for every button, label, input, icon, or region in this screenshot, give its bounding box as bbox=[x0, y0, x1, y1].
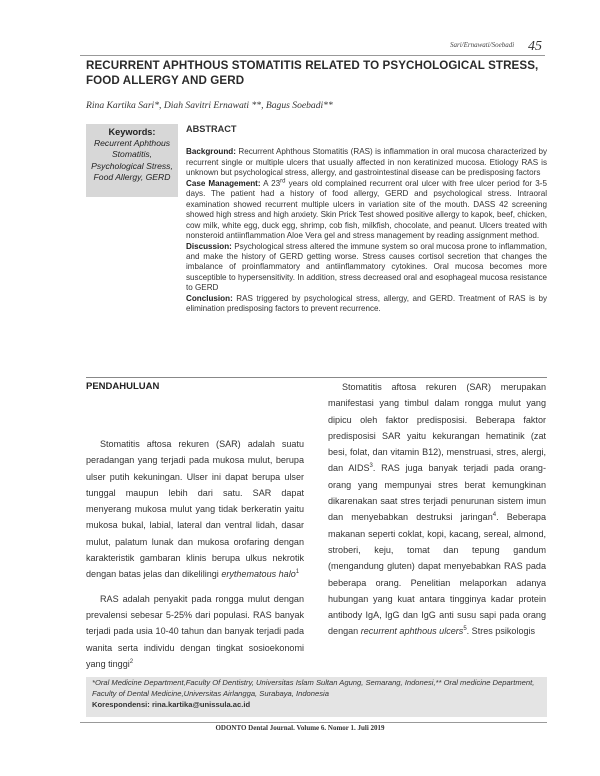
para-text: . Stres psikologis bbox=[466, 626, 536, 637]
discussion-text: Psychological stress altered the immune system so oral mucosa prone to inflammation, and make the history of GERD getting worse. Stress causes cortisol secretion that changes the imbalance of proinflammatory and antiinflammatory cytokines. Oral mucosa becomes more susceptible to hypersensitivity. In addition, stress decreased oral and esophageal mucosa resistance to GERD bbox=[186, 241, 547, 293]
paragraph bbox=[86, 591, 304, 672]
background-text: Recurrent Aphthous Stomatitis (RAS) is inflammation in oral mucosa characterized by recurrent single or multiple ulcers that usually affected in non keratinized mucosa. Etiology RAS is unknown but psychological stress, allergy, and gastrointestinal disease can be predisposing factors bbox=[186, 147, 548, 178]
article-title: RECURRENT APHTHOUS STOMATITIS RELATED TO PSYCHOLOGICAL STRESS, FOOD ALLERGY AND GERD bbox=[86, 59, 539, 87]
footer-rule bbox=[80, 722, 547, 723]
citation: 4 bbox=[492, 512, 497, 519]
body-column-left bbox=[86, 436, 304, 672]
citation: 5 bbox=[463, 626, 467, 633]
case-pre: A 23 bbox=[263, 178, 281, 188]
abstract-heading: ABSTRACT bbox=[186, 124, 237, 134]
authors: Rina Kartika Sari*, Diah Savitri Ernawati **, Bagus Soebadi** bbox=[86, 100, 333, 111]
citation: 3 bbox=[369, 463, 373, 470]
case-sup: rd bbox=[280, 178, 286, 185]
para-text: Stomatitis aftosa rekuren (SAR) adalah suatu peradangan yang terjadi pada mukosa mulut, berupa ulser putih kekuningan. Ulser ini dapat berupa ulser tunggal maupun lebih dari satu. SAR dapat menyerang mukosa mulut yang tidak berkeratin yaitu mukosa bukal, labial, lateral dan ventral lidah, dasar mulut, palatum lunak dan mukosa orofaring dengan karakteristik gambaran klinis berupa ulkus nekrotik dengan batas jelas dan dikelilingi bbox=[86, 439, 304, 580]
abstract-case bbox=[186, 179, 547, 242]
abstract-discussion bbox=[186, 242, 547, 294]
para-text: . RAS juga banyak terjadi pada orang-orang yang mempunyai stres berat kemungkinan dikarenakan saat stres terjadi penurunan sistem imun dan menyebabkan destruksi jaringan bbox=[328, 463, 546, 523]
affiliation-note: *Oral Medicine Department,Faculty Of Dentistry, Universitas Islam Sultan Agung, Semarang, Indonesi,** Oral medicine Department, Faculty of Dental Medicine,Universitas Airlangga, Surabaya, Indonesia bbox=[92, 678, 535, 698]
correspondence-email[interactable]: rina.kartika@unissula.ac.id bbox=[151, 700, 251, 709]
para-italic: erythematous halo bbox=[221, 569, 296, 580]
page-number: 45 bbox=[528, 39, 542, 54]
discussion-label: Discussion: bbox=[186, 241, 232, 251]
abstract-background bbox=[186, 147, 547, 178]
conclusion-label: Conclusion: bbox=[186, 293, 233, 303]
running-head: Sari/Ernawati/Soebadi bbox=[450, 41, 515, 49]
abstract-conclusion bbox=[186, 294, 547, 315]
paragraph bbox=[86, 436, 304, 583]
section-heading: PENDAHULUAN bbox=[86, 381, 160, 392]
keywords-text: Recurrent Aphthous Stomatitis, Psychological Stress, Food Allergy, GERD bbox=[91, 138, 173, 182]
para-text: Stomatitis aftosa rekuren (SAR) merupakan manifestasi yang timbul dalam rongga mulut yang dipicu oleh faktor predisposisi. Beberapa faktor predisposisi SAR yaitu kekurangan hematinik (zat besi, folat, dan vitamin B12), menstruasi, stres, alergi, dan AIDS bbox=[328, 382, 546, 474]
background-label: Background: bbox=[186, 147, 236, 157]
journal-footer: ODONTO Dental Journal. Volume 6. Nomor 1. Juli 2019 bbox=[215, 724, 385, 732]
abstract bbox=[186, 124, 547, 315]
case-label: Case Management: bbox=[186, 178, 261, 188]
citation: 2 bbox=[129, 658, 134, 665]
header-rule bbox=[80, 55, 545, 56]
body-column-right bbox=[328, 379, 546, 640]
keywords-box bbox=[86, 124, 178, 197]
para-text: RAS adalah penyakit pada rongga mulut dengan prevalensi sebesar 5-25% dari populasi. RAS banyak terjadi pada usia 10-40 tahun dan banyak terjadi pada wanita serta individu dengan tingkat sosioekonomi yang tinggi bbox=[86, 593, 304, 669]
correspondence-label: Korespondensi: bbox=[92, 700, 150, 709]
para-text: . Beberapa makanan seperti coklat, kopi, kacang, sereal, almond, stroberi, keju, tomat dan tepung gandum (mengandung gluten) dapat menyebabkan RAS pada beberapa orang. Penelitian melaporkan adanya hubungan yang kuat antara tingginya kadar protein antibody IgA, IgG dan IgG anti susu sapi pada orang dengan bbox=[328, 512, 546, 637]
correspondence bbox=[92, 699, 541, 710]
para-italic: recurrent aphthous ulcers bbox=[360, 626, 464, 637]
case-text: years old complained recurrent oral ulcer with free ulcer period for 3-5 days. The patient had a history of food allergy, GERD and psychological stress. Intraoral examination showed recurrent multiple ulcers in variation site of the mouth. DASS 42 screening showed high stress and high anxiety. Skin Prick Test showed positive allergy to kapok, beef, chicken, cow milk, white egg, duck egg, shrimp, cob fish, milkfish, chocolate, and peanut. Ulcers treated with nonsteroid antiinflammation Aloe Vera gel and stress management by reading assignment method. bbox=[186, 178, 547, 241]
conclusion-text: RAS triggered by psychological stress, allergy, and GERD. Treatment of RAS is by elimination predisposing factors to prevent recurrence. bbox=[186, 293, 547, 314]
paragraph bbox=[328, 379, 546, 640]
footnote-box bbox=[86, 677, 547, 717]
keywords-heading: Keywords: bbox=[108, 127, 156, 137]
section-rule bbox=[86, 377, 547, 378]
citation: 1 bbox=[295, 569, 300, 576]
